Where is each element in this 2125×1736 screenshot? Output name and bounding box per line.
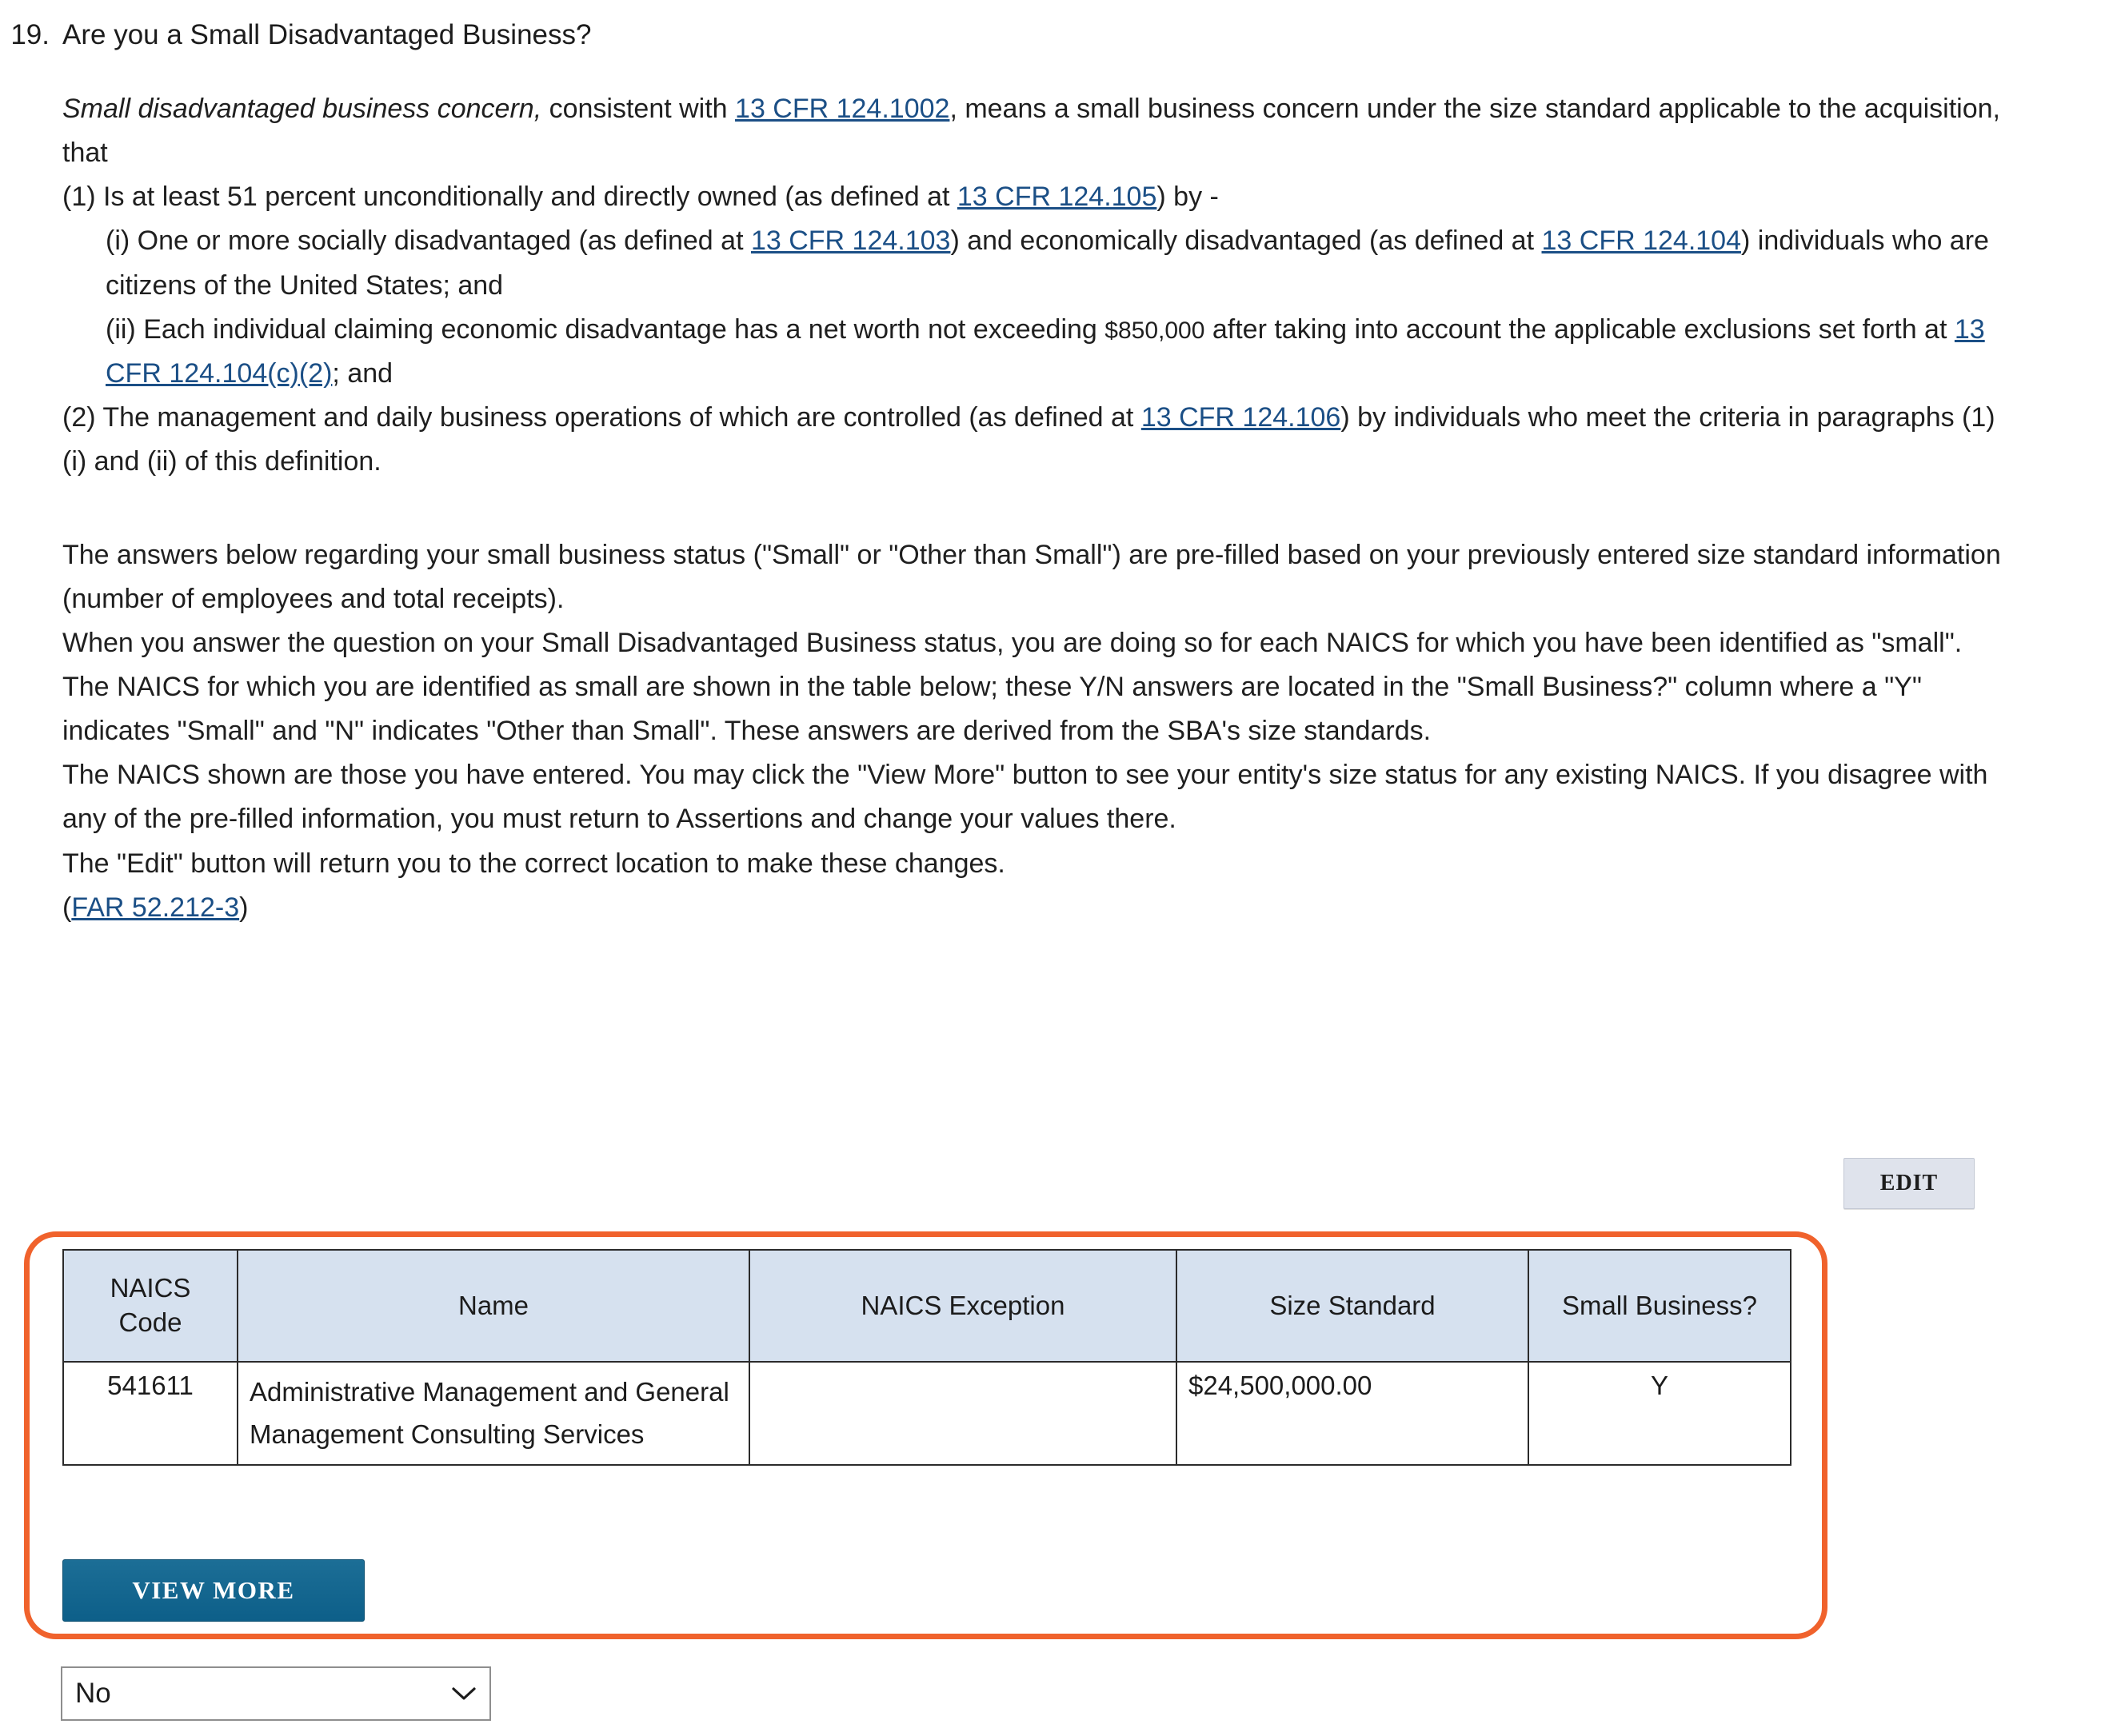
link-far-52-212-3[interactable]: FAR 52.212-3 [71,892,240,923]
instruction-paragraph-2: When you answer the question on your Small Disadvantaged Business status, you are doing so for each NAICS for which you have been identified as "small". [62,628,1963,659]
cell-naics-exception [749,1362,1176,1465]
table-header-row [63,1250,1791,1362]
naics-table-wrapper [62,1249,1790,1466]
definition-term: Small disadvantaged business concern, [62,94,542,125]
column-header-name: Name [238,1250,749,1362]
definition-item-1 [62,175,2005,219]
link-13-cfr-124-106[interactable]: 13 CFR 124.106 [1140,401,1341,433]
definition-lead-rest-2: , means a small business concern under the size standard applicable to the acquisition, that [62,94,2000,169]
instruction-paragraph-5: The "Edit" button will return you to the correct location to make these changes. [62,848,1005,879]
question-text: Are you a Small Disadvantaged Business? [62,19,592,50]
definition-item1ii-post: ; and [332,357,393,389]
edit-button[interactable]: EDIT [1843,1158,1975,1209]
cell-size-standard: $24,500,000.00 [1176,1362,1528,1465]
definition-item1i-post: ) individuals who are citizens of the United States; and [106,225,1989,301]
link-13-cfr-124-103[interactable]: 13 CFR 124.103 [750,225,951,257]
chevron-down-icon [438,1686,489,1701]
link-13-cfr-124-104-c-2[interactable]: 13 CFR 124.104(c)(2) [106,313,1985,389]
view-more-button[interactable]: VIEW MORE [62,1559,365,1622]
question-number: 19. [10,19,50,50]
definition-item1-post: ) by - [1156,182,1219,213]
table-row [63,1362,1791,1465]
definition-item1ii-mid: after taking into account the applicable exclusions set forth at [1204,313,1955,345]
definition-lead [62,87,2005,175]
link-13-cfr-124-105[interactable]: 13 CFR 124.105 [957,182,1157,213]
small-disadvantaged-business-select[interactable] [61,1666,491,1721]
cell-name: Administrative Management and General Management Consulting Services [238,1362,749,1465]
definition-lead-rest-1: consistent with [541,94,736,125]
far-reference [62,886,2005,930]
select-selected-value: No [75,1678,111,1709]
column-header-small-business: Small Business? [1528,1250,1791,1362]
net-worth-value: $850,000 [1104,317,1205,344]
instruction-paragraph-1: The answers below regarding your small business status ("Small" or "Other than Small") are pre-filled based on your previously entered size standard information (number of employees and total receipts). [62,539,2001,615]
naics-table [62,1249,1791,1466]
definition-item2-pre: (2) The management and daily business operations of which are controlled (as defined at [62,401,1141,433]
cell-small-business: Y [1528,1362,1791,1465]
link-13-cfr-124-104[interactable]: 13 CFR 124.104 [1541,225,1741,257]
definition-item1-pre: (1) Is at least 51 percent unconditionally and directly owned (as defined at [62,182,957,213]
definition-item1i-pre: (i) One or more socially disadvantaged (as defined at [106,225,751,257]
column-header-naics-exception: NAICS Exception [749,1250,1176,1362]
column-header-naics-code: NAICS Code [63,1250,238,1362]
column-header-size-standard: Size Standard [1176,1250,1528,1362]
far-close-paren: ) [239,892,249,923]
question-heading [0,16,2125,54]
definition-item2-post: ) by individuals who meet the criteria in paragraphs (1)(i) and (ii) of this definition. [62,401,1995,477]
cell-naics-code: 541611 [63,1362,238,1465]
instruction-paragraph-4: The NAICS shown are those you have entered. You may click the "View More" button to see your entity's size status for any existing NAICS. If you disagree with any of the pre-filled information, you must return to Assertions and change your values there. [62,760,1988,835]
definition-item-1-ii [62,308,2005,396]
link-13-cfr-124-1002[interactable]: 13 CFR 124.1002 [735,94,950,125]
definition-item-1-i [62,219,2005,307]
definition-item1ii-pre: (ii) Each individual claiming economic disadvantage has a net worth not exceeding [106,313,1105,345]
definition-item1i-mid: ) and economically disadvantaged (as defined at [950,225,1542,257]
instruction-paragraph-3: The NAICS for which you are identified as small are shown in the table below; these Y/N answers are located in the "Small Business?" column where a "Y" indicates "Small" and "N" indicates "Other than Small". These answers are derived from the SBA's size standards. [62,672,1922,747]
definition-block [62,87,2005,929]
far-open-paren: ( [62,892,72,923]
definition-item-2 [62,396,2005,484]
